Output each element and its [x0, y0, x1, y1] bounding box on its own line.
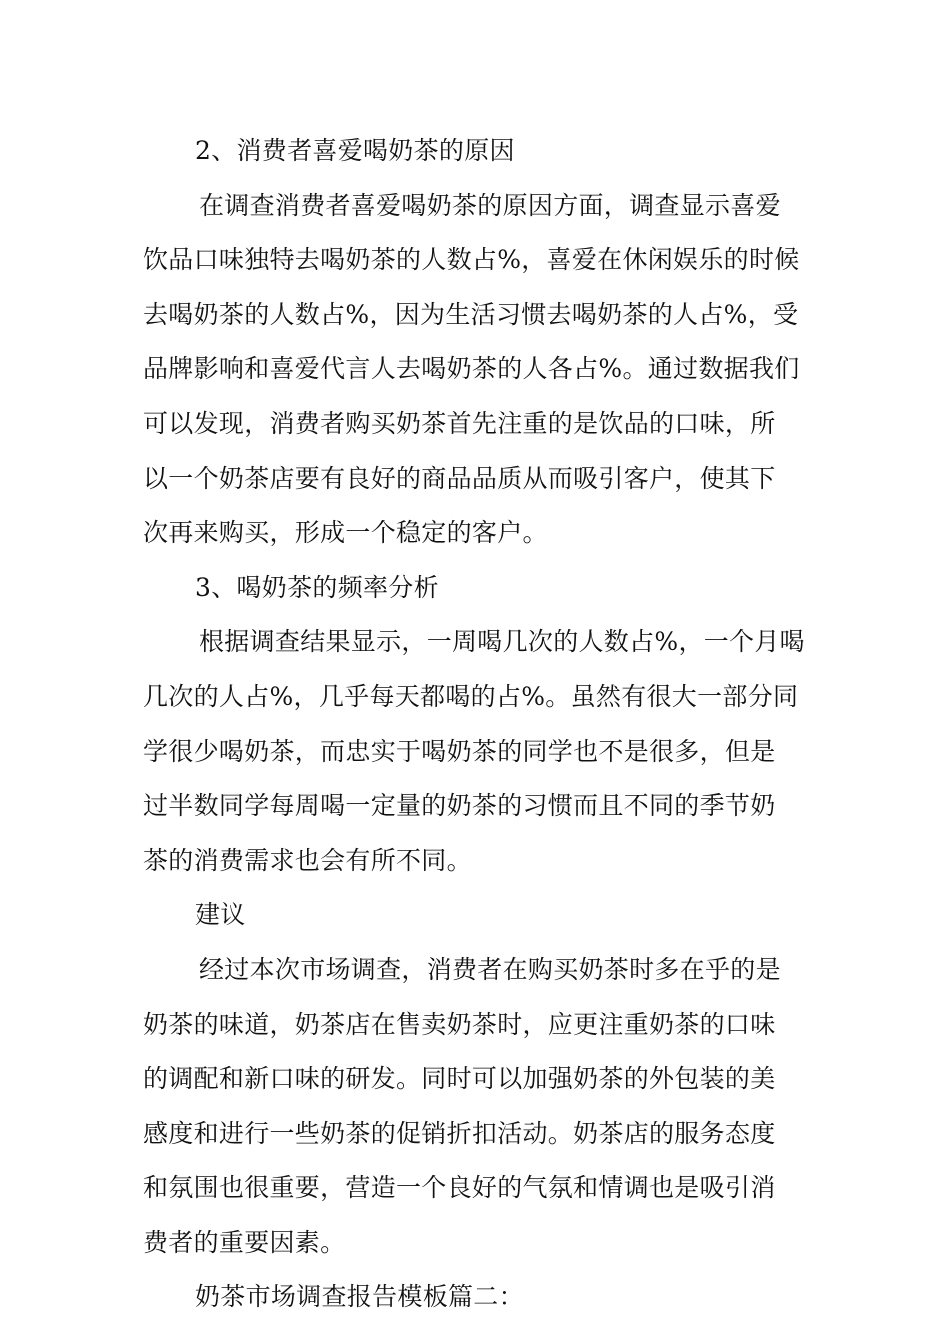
paragraph-line: 品牌影响和喜爱代言人去喝奶茶的人各占%。通过数据我们 [143, 354, 800, 384]
paragraph-line: 和氛围也很重要，营造一个良好的气氛和情调也是吸引消 [143, 1173, 776, 1203]
document-body [143, 124, 807, 1325]
paragraph-line: 过半数同学每周喝一定量的奶茶的习惯而且不同的季节奶 [143, 791, 776, 821]
paragraph-line: 经过本次市场调查，消费者在购买奶茶时多在乎的是 [199, 954, 781, 984]
suggestion-heading: 建议 [195, 900, 246, 930]
paragraph-line: 在调查消费者喜爱喝奶茶的原因方面，调查显示喜爱 [199, 190, 781, 220]
paragraph-line: 费者的重要因素。 [143, 1227, 346, 1257]
paragraph-line: 几次的人占%，几乎每天都喝的占%。虽然有很大一部分同 [143, 681, 799, 711]
section-2-heading: 2、消费者喜爱喝奶茶的原因 [195, 136, 515, 165]
next-section-title: 奶茶市场调查报告模板篇二： [195, 1282, 524, 1312]
paragraph-line: 次再来购买，形成一个稳定的客户。 [143, 518, 548, 548]
section-2-paragraph [143, 179, 807, 561]
paragraph-line: 可以发现，消费者购买奶茶首先注重的是饮品的口味，所 [143, 408, 776, 438]
paragraph-line: 以一个奶茶店要有良好的商品品质从而吸引客户，使其下 [143, 463, 776, 493]
paragraph-line: 奶茶的味道，奶茶店在售卖奶茶时，应更注重奶茶的口味 [143, 1009, 776, 1039]
section-3-heading: 3、喝奶茶的频率分析 [195, 572, 439, 602]
paragraph-line: 去喝奶茶的人数占%，因为生活习惯去喝奶茶的人占%，受 [143, 299, 799, 329]
section-3-paragraph [143, 615, 807, 888]
paragraph-line: 饮品口味独特去喝奶茶的人数占%，喜爱在休闲娱乐的时候 [143, 245, 800, 275]
paragraph-line: 根据调查结果显示，一周喝几次的人数占%，一个月喝 [199, 627, 805, 657]
suggestion-paragraph [143, 943, 807, 1271]
paragraph-line: 学很少喝奶茶，而忠实于喝奶茶的同学也不是很多，但是 [143, 736, 776, 766]
paragraph-line: 茶的消费需求也会有所不同。 [143, 845, 472, 875]
paragraph-line: 的调配和新口味的研发。同时可以加强奶茶的外包装的美 [143, 1064, 776, 1094]
paragraph-line: 感度和进行一些奶茶的促销折扣活动。奶茶店的服务态度 [143, 1118, 776, 1148]
